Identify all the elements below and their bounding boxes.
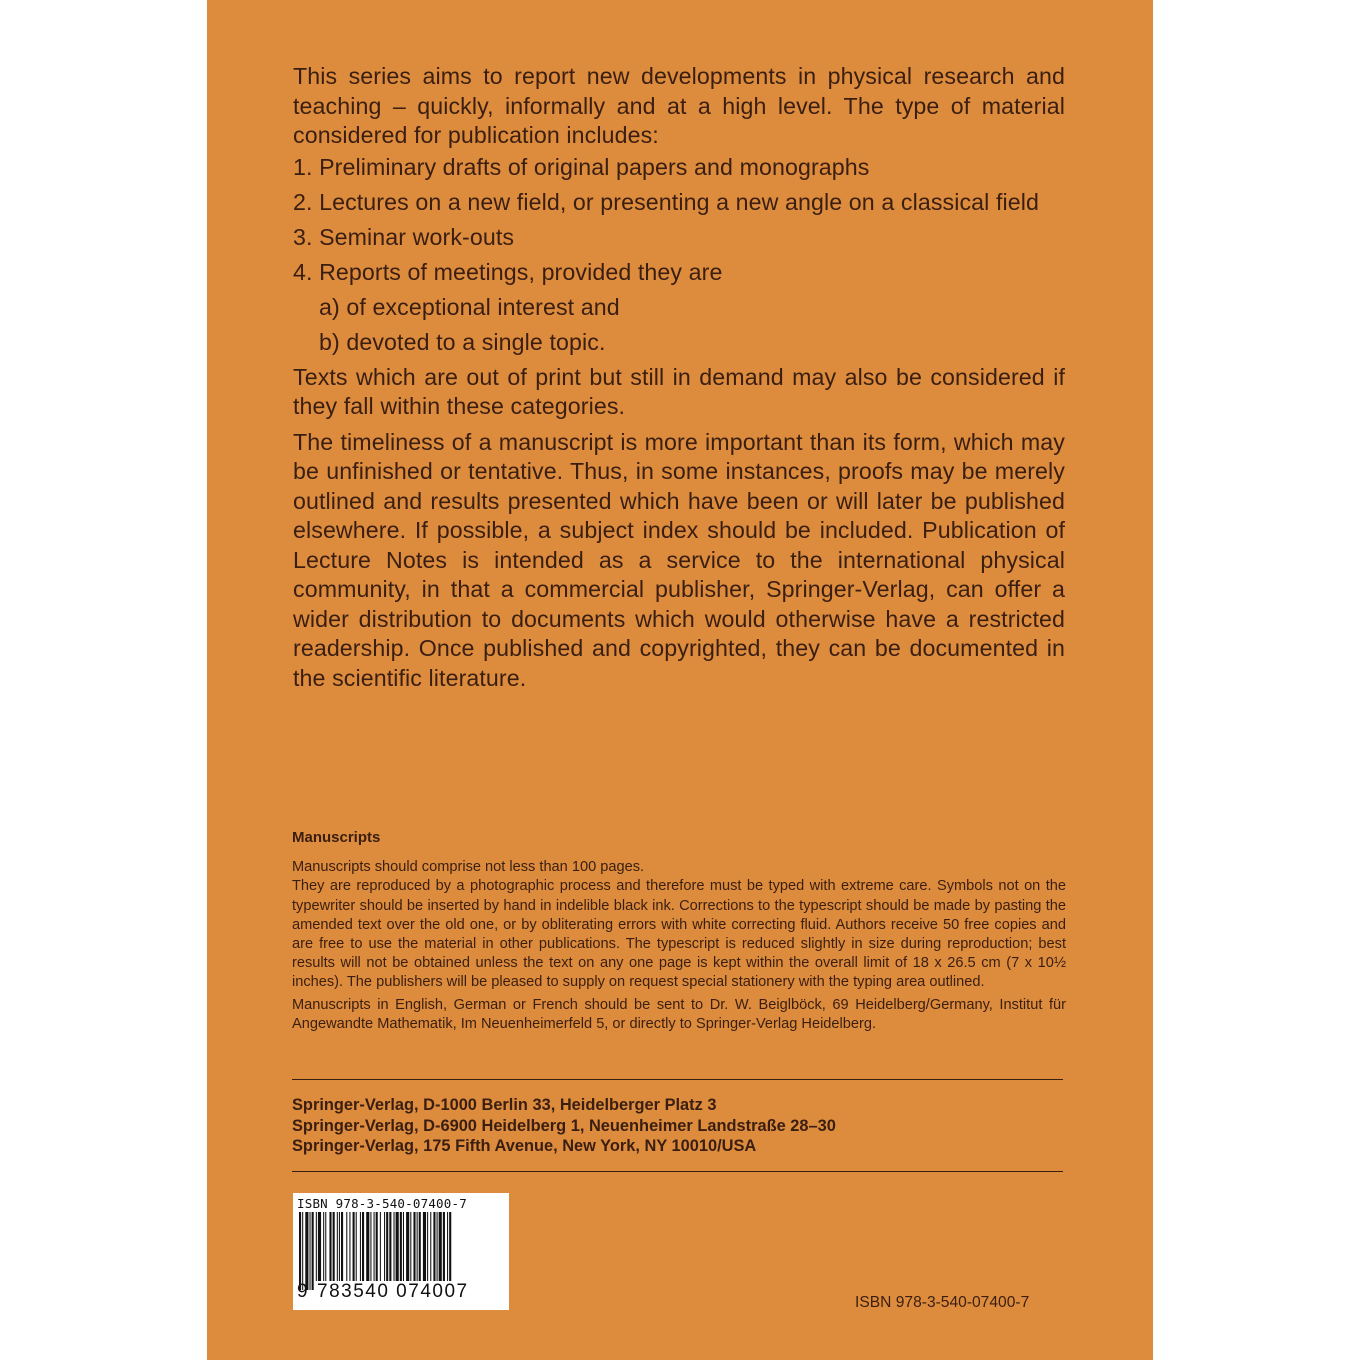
address-line: Springer-Verlag, 175 Fifth Avenue, New York, NY 10010/USA — [292, 1137, 757, 1155]
barcode-bar — [400, 1212, 402, 1290]
barcode-bar — [386, 1212, 388, 1290]
list-item: 4. Reports of meetings, provided they are — [293, 258, 723, 285]
barcode-digits: 783540 074007 — [317, 1281, 469, 1302]
manuscripts-length: Manuscripts should comprise not less than 100 pages. — [292, 859, 645, 876]
timeliness-paragraph: The timeliness of a manuscript is more important than its form, which may be unfinished or tentative. Thus, in some instances, proofs may be merely outlined and results presented which have been or will later be published elsewhere. If possible, a subject index should be included. Publication of Lecture Notes is intended as a service to the international physical community, in that a commercial publisher, Springer-Verlag, can offer a wider distribution to documents which would otherwise have a restricted readership. Once published and copyrighted, they can be documented in the scientific literature. — [293, 428, 1065, 691]
book-back-cover — [207, 0, 1153, 1360]
barcode-bar — [449, 1212, 451, 1290]
barcode-bar — [316, 1212, 317, 1290]
barcode-bar — [299, 1212, 301, 1290]
list-item: 1. Preliminary drafts of original papers and monographs — [293, 153, 870, 180]
sub-list-item: a) of exceptional interest and — [319, 293, 620, 320]
manuscripts-section — [292, 828, 1066, 1034]
barcode-bar — [394, 1212, 395, 1290]
barcode-bar — [410, 1212, 411, 1290]
barcode-bar — [396, 1212, 399, 1290]
barcode-bar — [380, 1212, 381, 1290]
barcode-bar — [302, 1212, 303, 1290]
barcode-first-digit: 9 — [297, 1281, 308, 1302]
barcode-bar — [374, 1212, 375, 1290]
barcode-bar — [341, 1212, 343, 1290]
barcode-bar — [437, 1212, 438, 1290]
address-line: Springer-Verlag, D-1000 Berlin 33, Heidelberger Platz 3 — [292, 1096, 717, 1114]
barcode-bar — [403, 1212, 404, 1290]
address-line: Springer-Verlag, D-6900 Heidelberg 1, Neuenheimer Landstraße 28–30 — [292, 1116, 836, 1135]
barcode-bars — [297, 1212, 505, 1290]
barcode-bar — [325, 1212, 326, 1290]
barcode-bar — [329, 1212, 331, 1290]
barcode-bar — [443, 1212, 445, 1290]
barcode-bar — [376, 1212, 378, 1290]
barcode-isbn-label: ISBN 978-3-540-07400-7 — [297, 1196, 467, 1211]
barcode-bar — [339, 1212, 340, 1290]
material-list — [293, 153, 1065, 288]
divider-bottom — [292, 1171, 1063, 1172]
barcode-bar — [337, 1212, 338, 1290]
manuscripts-heading: Manuscripts — [292, 829, 381, 846]
barcode-bar — [413, 1212, 415, 1290]
divider-top — [292, 1079, 1063, 1080]
barcode-bar — [439, 1212, 442, 1290]
barcode-bar — [427, 1212, 428, 1290]
isbn-text: ISBN 978-3-540-07400-7 — [855, 1294, 1030, 1311]
barcode-bar — [305, 1212, 308, 1290]
barcode-bar — [406, 1212, 409, 1290]
barcode-bar — [346, 1212, 347, 1290]
barcode-bar — [333, 1212, 335, 1290]
barcode-bar — [312, 1212, 314, 1290]
barcode-bar — [323, 1212, 324, 1290]
barcode-bar — [430, 1212, 431, 1290]
series-description — [293, 62, 1065, 693]
barcode-bar — [419, 1212, 421, 1290]
barcode-bar — [353, 1212, 355, 1290]
barcode-bar — [366, 1212, 369, 1290]
barcode-bar — [389, 1212, 391, 1290]
intro-lead: This series aims to report new developments in physical research and teaching – quickly, informally and at a high level. The type of material considered for publication includes: — [293, 63, 1065, 148]
barcode-bar — [447, 1212, 448, 1290]
barcode-bar — [370, 1212, 371, 1290]
publisher-addresses — [292, 1095, 836, 1157]
barcode-bar — [349, 1212, 350, 1290]
barcode-bar — [360, 1212, 361, 1290]
barcode-bar — [362, 1212, 364, 1290]
barcode-bar — [356, 1212, 357, 1290]
out-of-print-paragraph: Texts which are out of print but still in demand may also be considered if they fall within these categories. — [293, 363, 1065, 419]
manuscripts-instructions: They are reproduced by a photographic process and therefore must be typed with extreme care. Symbols not on the typewriter should be inserted by hand in indelible black ink. Corrections to the typescript should be made by pasting the amended text over the old one, or by obliterating errors with white correcting fluid. Authors receive 50 free copies and are free to use the material in other publications. The typescript is reduced slightly in size during reproduction; best results will not be obtained unless the text on any one page is kept within the overall limit of 18 x 26.5 cm (7 x 10½ inches). The publishers will be pleased to supply on request special stationery with the typing area outlined. — [292, 878, 1066, 991]
isbn-barcode — [293, 1193, 509, 1310]
barcode-bar — [384, 1212, 385, 1290]
barcode-bar — [433, 1212, 435, 1290]
meeting-conditions-list — [319, 293, 1065, 358]
barcode-bar — [318, 1212, 321, 1290]
list-item: 3. Seminar work-outs — [293, 223, 515, 250]
sub-list-item: b) devoted to a single topic. — [319, 328, 606, 355]
manuscripts-submission: Manuscripts in English, German or French should be sent to Dr. W. Beiglböck, 69 Heidelberg/Germany, Institut für Angewandte Mathematik, Im Neuenheimerfeld 5, or directly to Springer-Verlag Heidelberg. — [292, 996, 1066, 1032]
barcode-bar — [417, 1212, 418, 1290]
barcode-bar — [310, 1212, 311, 1290]
list-item: 2. Lectures on a new field, or presenting a new angle on a classical field — [293, 188, 1039, 215]
barcode-bar — [423, 1212, 426, 1290]
